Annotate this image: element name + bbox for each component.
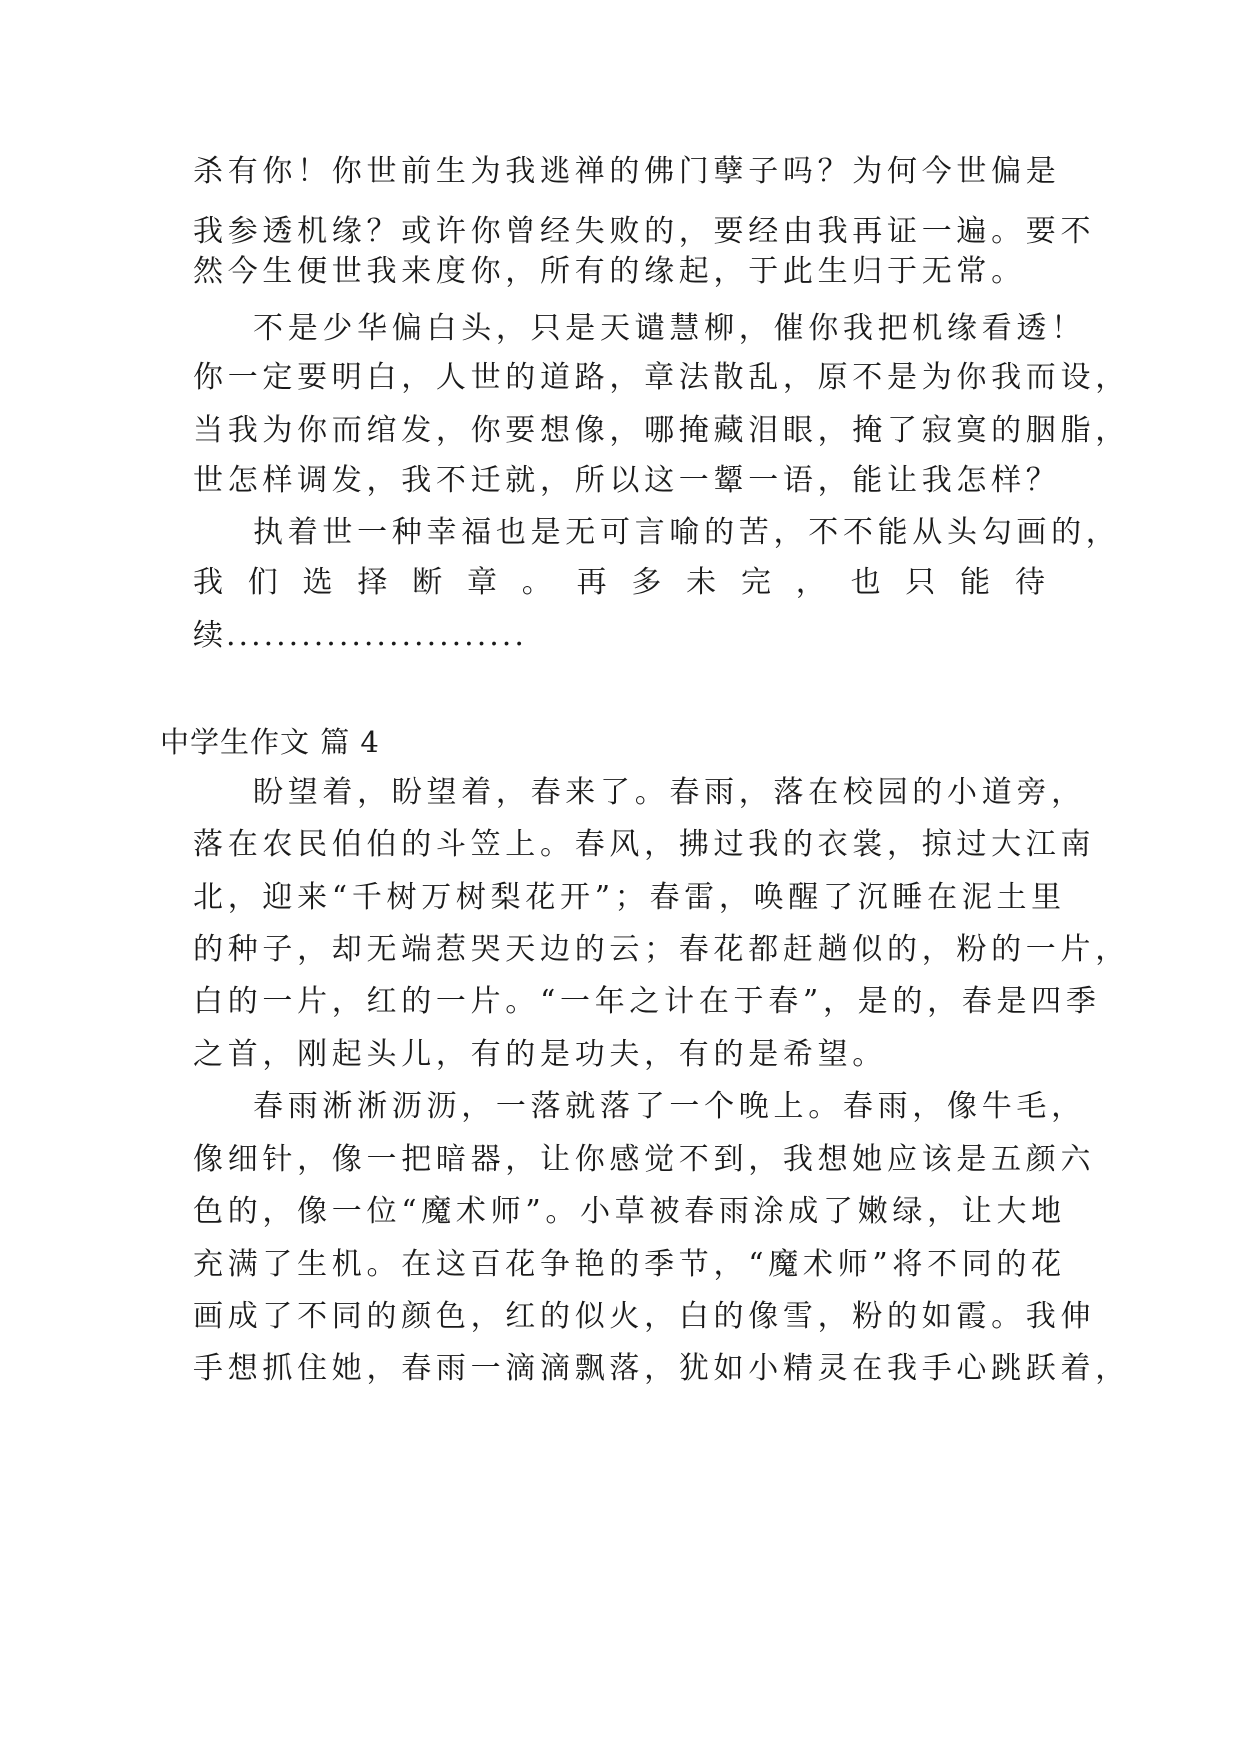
body-line: 北，迎来“千树万树梨花开”；春雷，唤醒了沉睡在泥土里 [193, 880, 1066, 915]
spread-char: 择 [357, 565, 388, 600]
spread-text [193, 563, 1045, 603]
body-line: 充满了生机。在这百花争艳的季节，“魔术师”将不同的花 [193, 1247, 1066, 1282]
spread-char: 多 [631, 565, 662, 600]
body-line: 白的一片，红的一片。“一年之计在于春”，是的，春是四季 [193, 984, 1101, 1019]
body-line: 当我为你而绾发，你要想像，哪掩藏泪眼，掩了寂寞的胭脂， [193, 413, 1130, 448]
spread-char: 只 [905, 565, 936, 600]
body-line: 你一定要明白，人世的道路，章法散乱，原不是为你我而设， [193, 360, 1130, 395]
paragraph-first-line: 执着世一种幸福也是无可言喻的苦，不不能从头勾画的， [253, 515, 1121, 550]
spread-char: 章 [466, 565, 497, 600]
body-line: 世怎样调发，我不迁就，所以这一颦一语，能让我怎样？ [193, 463, 1061, 498]
spread-char: 待 [1014, 565, 1045, 600]
section-heading: 中学生作文 篇 4 [160, 725, 380, 759]
body-line: 手想抓住她，春雨一滴滴飘落，犹如小精灵在我手心跳跃着， [193, 1351, 1130, 1386]
body-line: 画成了不同的颜色，红的似火，白的像雪，粉的如霞。我伸 [193, 1299, 1096, 1334]
spread-char: 。 [521, 565, 552, 600]
spread-char: 也 [850, 565, 881, 600]
spread-char: 断 [412, 565, 443, 600]
justified-line [193, 563, 1045, 603]
spread-char: ， [795, 565, 826, 600]
spread-char: 我 [193, 565, 223, 600]
body-line: 之首，刚起头儿，有的是功夫，有的是希望。 [193, 1037, 887, 1072]
body-line: 像细针，像一把暗器，让你感觉不到，我想她应该是五颜六 [193, 1142, 1096, 1177]
spread-char: 完 [740, 565, 771, 600]
body-line: 然今生便世我来度你，所有的缘起，于此生归于无常。 [193, 254, 1026, 289]
spread-char: 能 [960, 565, 991, 600]
spread-char: 未 [686, 565, 717, 600]
body-line: 的种子，却无端惹哭天边的云；春花都赶趟似的，粉的一片， [193, 932, 1130, 967]
body-line: 色的，像一位“魔术师”。小草被春雨涂成了嫩绿，让大地 [193, 1194, 1066, 1229]
spread-char: 选 [302, 565, 333, 600]
body-line: 落在农民伯伯的斗笠上。春风，拂过我的衣裳，掠过大江南 [193, 827, 1096, 862]
body-line: 杀有你！你世前生为我逃禅的佛门孽子吗？为何今世偏是 [193, 154, 1061, 189]
spread-char: 再 [576, 565, 607, 600]
paragraph-first-line: 盼望着，盼望着，春来了。春雨，落在校园的小道旁， [253, 775, 1086, 810]
paragraph-first-line: 不是少华偏白头，只是天谴慧柳，催你我把机缘看透！ [253, 311, 1086, 346]
spread-char: 们 [247, 565, 278, 600]
paragraph-first-line: 春雨淅淅沥沥，一落就落了一个晚上。春雨，像牛毛， [253, 1089, 1086, 1124]
body-line: 我参透机缘？或许你曾经失败的，要经由我再证一遍。要不 [193, 214, 1096, 249]
body-line: 续........................ [193, 618, 527, 653]
